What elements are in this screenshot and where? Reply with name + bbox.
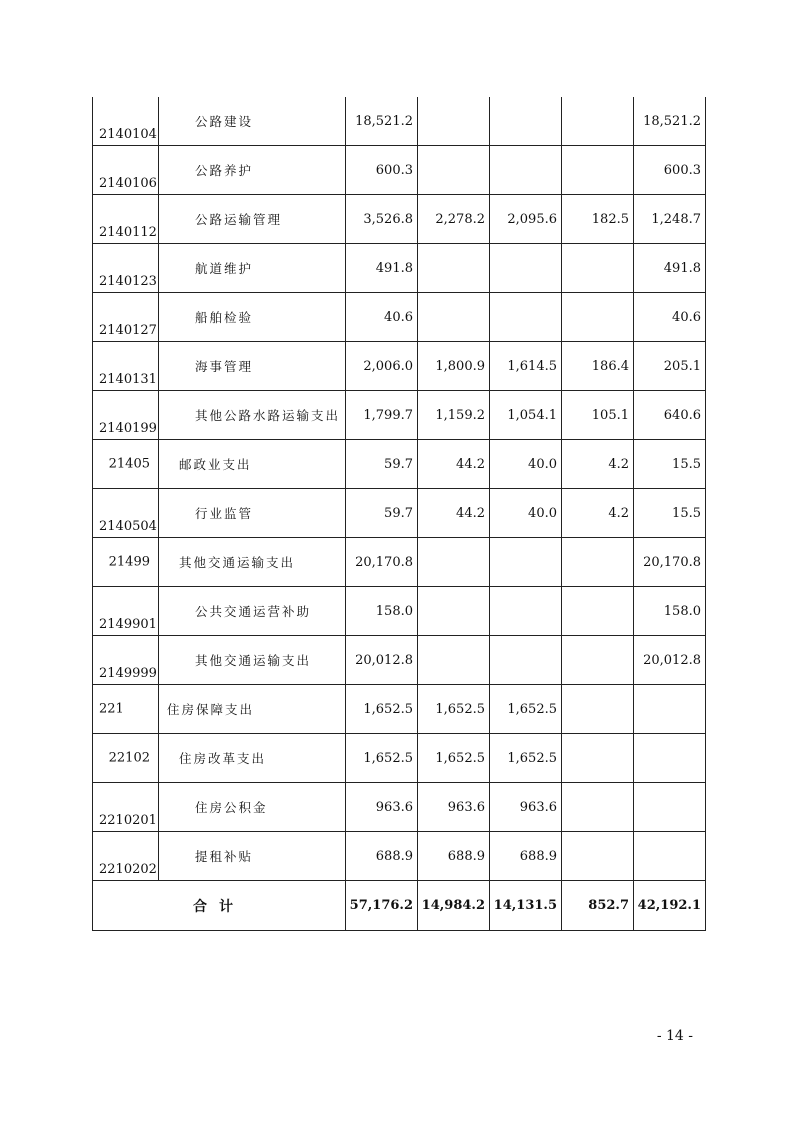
total-amount-cell: 14,984.2: [418, 881, 490, 931]
item-name: 公路建设: [195, 114, 254, 129]
name-cell: [159, 587, 346, 636]
table-row: [93, 636, 706, 685]
item-code: 2140123: [99, 274, 157, 289]
name-cell: [159, 195, 346, 244]
name-cell: [159, 783, 346, 832]
name-cell: [159, 538, 346, 587]
code-cell: [93, 97, 159, 146]
amount-cell: [490, 146, 562, 195]
amount-cell: 963.6: [490, 783, 562, 832]
amount-cell: 600.3: [346, 146, 418, 195]
table-row: [93, 195, 706, 244]
item-code: 2149901: [99, 617, 157, 632]
table-row: [93, 734, 706, 783]
amount-cell: [490, 636, 562, 685]
amount-cell: 688.9: [490, 832, 562, 881]
code-cell: [93, 587, 159, 636]
amount-cell: 688.9: [418, 832, 490, 881]
table-row: [93, 391, 706, 440]
amount-cell: [634, 685, 706, 734]
total-amount-cell: 852.7: [562, 881, 634, 931]
name-cell: [159, 293, 346, 342]
amount-cell: [562, 783, 634, 832]
table-row: [93, 783, 706, 832]
code-cell: [93, 832, 159, 881]
table-row: [93, 440, 706, 489]
code-cell: [93, 734, 159, 783]
amount-cell: 15.5: [634, 489, 706, 538]
name-cell: [159, 146, 346, 195]
name-cell: [159, 440, 346, 489]
item-code: 2149999: [99, 666, 157, 681]
name-cell: [159, 391, 346, 440]
amount-cell: 1,652.5: [490, 734, 562, 783]
amount-cell: [418, 146, 490, 195]
amount-cell: 20,012.8: [346, 636, 418, 685]
table-row: [93, 587, 706, 636]
amount-cell: 963.6: [346, 783, 418, 832]
amount-cell: 1,652.5: [346, 685, 418, 734]
item-name: 船舶检验: [195, 310, 254, 325]
amount-cell: 44.2: [418, 440, 490, 489]
amount-cell: 600.3: [634, 146, 706, 195]
item-name: 邮政业支出: [179, 457, 252, 472]
name-cell: [159, 97, 346, 146]
amount-cell: 963.6: [418, 783, 490, 832]
item-name: 海事管理: [195, 359, 254, 374]
item-name: 公路养护: [195, 163, 254, 178]
amount-cell: [634, 734, 706, 783]
code-cell: [93, 342, 159, 391]
item-code: 2140131: [99, 372, 157, 387]
amount-cell: 20,012.8: [634, 636, 706, 685]
item-name: 航道维护: [195, 261, 254, 276]
amount-cell: 640.6: [634, 391, 706, 440]
amount-cell: 4.2: [562, 440, 634, 489]
table-row: [93, 293, 706, 342]
code-cell: [93, 538, 159, 587]
name-cell: [159, 734, 346, 783]
table-row: [93, 832, 706, 881]
amount-cell: [562, 636, 634, 685]
item-code: 2210201: [99, 813, 157, 828]
code-cell: [93, 195, 159, 244]
amount-cell: 1,799.7: [346, 391, 418, 440]
item-name: 住房保障支出: [167, 702, 255, 717]
amount-cell: 3,526.8: [346, 195, 418, 244]
budget-table: [92, 97, 706, 931]
amount-cell: 2,095.6: [490, 195, 562, 244]
name-cell: [159, 244, 346, 293]
amount-cell: [562, 538, 634, 587]
table-row: [93, 342, 706, 391]
table-row: [93, 685, 706, 734]
amount-cell: 4.2: [562, 489, 634, 538]
item-code: 21499: [108, 554, 150, 570]
amount-cell: [418, 587, 490, 636]
amount-cell: 44.2: [418, 489, 490, 538]
item-code: 21405: [108, 456, 150, 472]
amount-cell: [418, 538, 490, 587]
amount-cell: 491.8: [634, 244, 706, 293]
item-name: 公路运输管理: [195, 212, 283, 227]
amount-cell: [562, 97, 634, 146]
amount-cell: [634, 832, 706, 881]
amount-cell: 40.0: [490, 440, 562, 489]
amount-cell: 158.0: [634, 587, 706, 636]
table-row: [93, 489, 706, 538]
amount-cell: 1,054.1: [490, 391, 562, 440]
amount-cell: 1,652.5: [346, 734, 418, 783]
item-code: 2140199: [99, 421, 157, 436]
amount-cell: 186.4: [562, 342, 634, 391]
item-name: 其他交通运输支出: [179, 555, 296, 570]
code-cell: [93, 783, 159, 832]
amount-cell: [562, 244, 634, 293]
name-cell: [159, 832, 346, 881]
amount-cell: 20,170.8: [346, 538, 418, 587]
item-name: 住房改革支出: [179, 751, 267, 766]
amount-cell: [418, 636, 490, 685]
amount-cell: 1,248.7: [634, 195, 706, 244]
total-amount-cell: 42,192.1: [634, 881, 706, 931]
amount-cell: 18,521.2: [634, 97, 706, 146]
amount-cell: [634, 783, 706, 832]
amount-cell: 688.9: [346, 832, 418, 881]
amount-cell: 158.0: [346, 587, 418, 636]
table-row: [93, 244, 706, 293]
item-code: 2140504: [99, 519, 157, 534]
total-row: [93, 881, 706, 931]
code-cell: [93, 685, 159, 734]
item-name: 其他公路水路运输支出: [195, 408, 341, 423]
item-name: 行业监管: [195, 506, 254, 521]
amount-cell: [562, 293, 634, 342]
amount-cell: 40.6: [634, 293, 706, 342]
item-code: 2140112: [99, 225, 157, 240]
code-cell: [93, 489, 159, 538]
amount-cell: 1,652.5: [418, 734, 490, 783]
code-cell: [93, 146, 159, 195]
amount-cell: [418, 244, 490, 293]
amount-cell: [562, 734, 634, 783]
amount-cell: [490, 587, 562, 636]
amount-cell: [562, 685, 634, 734]
amount-cell: [490, 244, 562, 293]
amount-cell: 1,159.2: [418, 391, 490, 440]
item-code: 2140104: [99, 127, 157, 142]
code-cell: [93, 391, 159, 440]
table-row: [93, 538, 706, 587]
amount-cell: 59.7: [346, 489, 418, 538]
amount-cell: [418, 97, 490, 146]
code-cell: [93, 440, 159, 489]
item-name: 住房公积金: [195, 800, 268, 815]
amount-cell: 18,521.2: [346, 97, 418, 146]
amount-cell: [562, 587, 634, 636]
amount-cell: 105.1: [562, 391, 634, 440]
amount-cell: 40.0: [490, 489, 562, 538]
item-name: 其他交通运输支出: [195, 653, 312, 668]
total-label: 合计: [93, 881, 346, 931]
name-cell: [159, 489, 346, 538]
amount-cell: 1,652.5: [490, 685, 562, 734]
code-cell: [93, 636, 159, 685]
table-body: [93, 97, 706, 931]
item-code: 2140127: [99, 323, 157, 338]
table-row: [93, 146, 706, 195]
amount-cell: [418, 293, 490, 342]
amount-cell: 2,006.0: [346, 342, 418, 391]
amount-cell: 2,278.2: [418, 195, 490, 244]
amount-cell: 1,800.9: [418, 342, 490, 391]
amount-cell: 59.7: [346, 440, 418, 489]
item-name: 提租补贴: [195, 849, 254, 864]
code-cell: [93, 244, 159, 293]
code-cell: [93, 293, 159, 342]
amount-cell: 40.6: [346, 293, 418, 342]
item-name: 公共交通运营补助: [195, 604, 312, 619]
name-cell: [159, 342, 346, 391]
amount-cell: [490, 538, 562, 587]
total-amount-cell: 14,131.5: [490, 881, 562, 931]
item-code: 221: [99, 701, 124, 717]
amount-cell: [490, 97, 562, 146]
amount-cell: [490, 293, 562, 342]
amount-cell: 1,652.5: [418, 685, 490, 734]
amount-cell: 491.8: [346, 244, 418, 293]
amount-cell: [562, 146, 634, 195]
amount-cell: 15.5: [634, 440, 706, 489]
amount-cell: 182.5: [562, 195, 634, 244]
amount-cell: 1,614.5: [490, 342, 562, 391]
item-code: 2140106: [99, 176, 157, 191]
amount-cell: 205.1: [634, 342, 706, 391]
amount-cell: [562, 832, 634, 881]
name-cell: [159, 636, 346, 685]
amount-cell: 20,170.8: [634, 538, 706, 587]
table-row: [93, 97, 706, 146]
name-cell: [159, 685, 346, 734]
total-amount-cell: 57,176.2: [346, 881, 418, 931]
item-code: 2210202: [99, 862, 157, 877]
item-code: 22102: [108, 750, 150, 766]
page-number: - 14 -: [656, 1028, 693, 1044]
